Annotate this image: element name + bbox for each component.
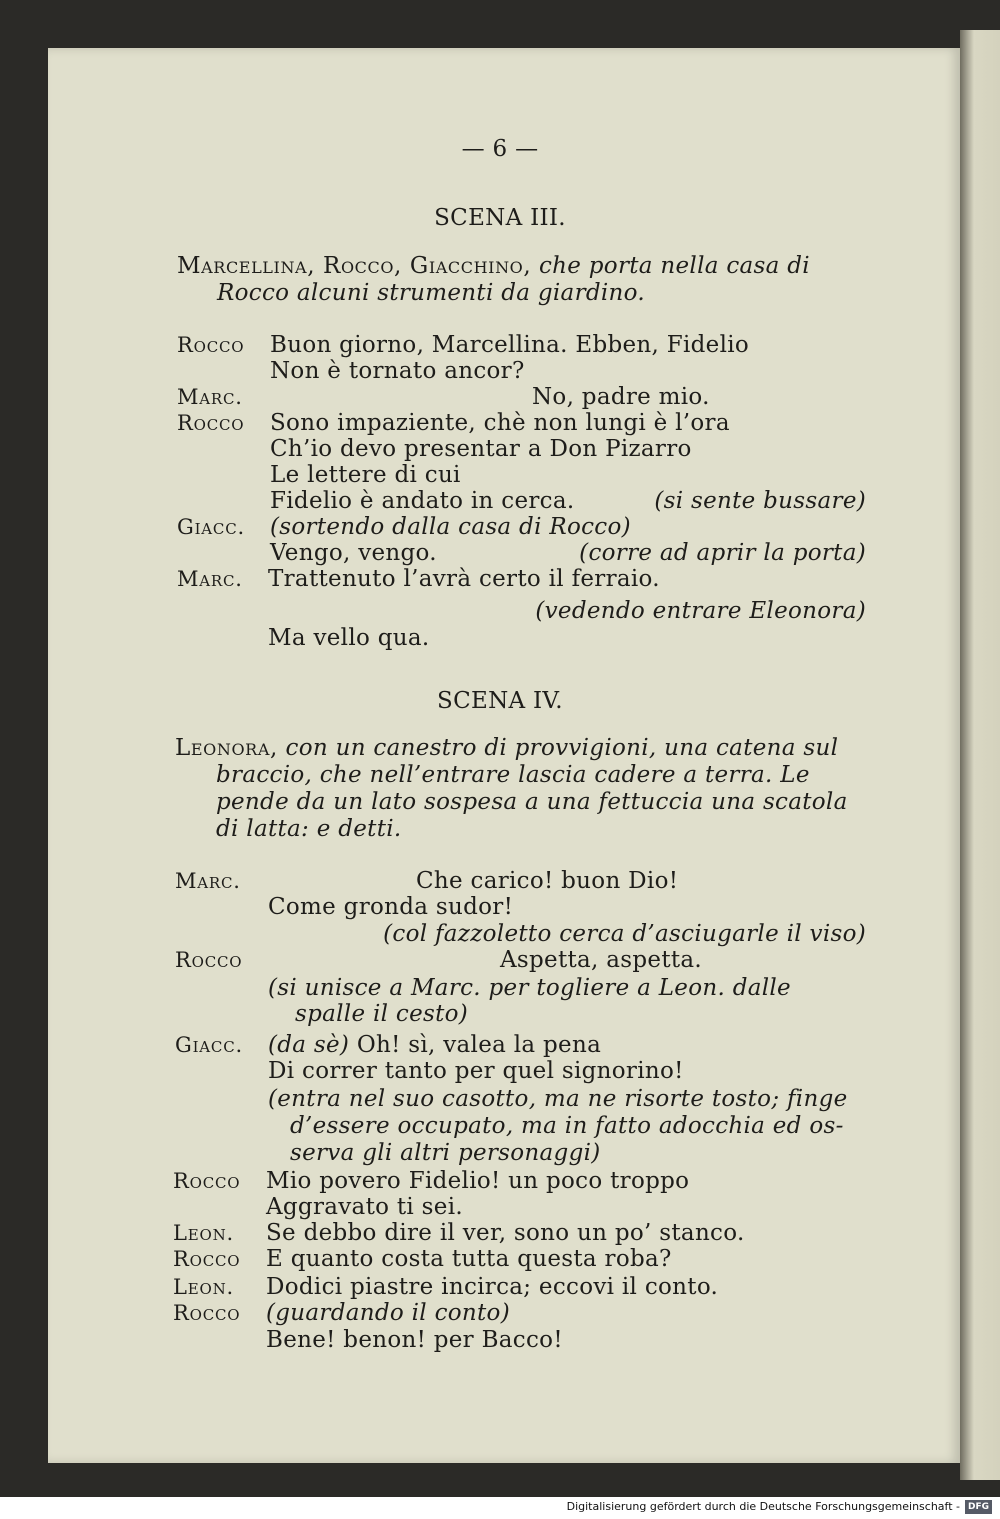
speaker-label: Giacc. xyxy=(175,1033,243,1057)
scene-heading: Leonora, con un canestro di provvigioni, una catena sul xyxy=(175,735,839,761)
speaker-label: Rocco xyxy=(173,1301,241,1325)
scene-heading-cont: di latta: e detti. xyxy=(216,816,402,842)
footer-credit: Digitalisierung gefördert durch die Deutsche Forschungsgemeinschaft - xyxy=(566,1500,960,1513)
dialogue-line: E quanto costa tutta questa roba? xyxy=(266,1246,672,1272)
stage-direction: serva gli altri personaggi) xyxy=(290,1140,601,1166)
scene-title: SCENA IV. xyxy=(437,688,563,714)
speaker-label: Rocco xyxy=(177,411,245,435)
dialogue-line: Se debbo dire il ver, sono un po’ stanco. xyxy=(266,1220,745,1246)
dialogue-line: Che carico! buon Dio! xyxy=(416,868,679,894)
dialogue-line: Ch’io devo presentar a Don Pizarro xyxy=(270,436,692,462)
speaker-label: Marc. xyxy=(177,567,243,591)
dialogue-line: Dodici piastre incirca; eccovi il conto. xyxy=(266,1274,719,1300)
dialogue-line: Bene! benon! per Bacco! xyxy=(266,1327,563,1353)
stage-direction: (si unisce a Marc. per togliere a Leon. dalle xyxy=(268,975,791,1001)
stage-direction: (sortendo dalla casa di Rocco) xyxy=(270,514,631,540)
page-number: — 6 — xyxy=(461,136,539,162)
scene-heading-cont: braccio, che nell’entrare lascia cadere a terra. Le xyxy=(216,762,810,788)
dialogue-line: Aggravato ti sei. xyxy=(266,1194,463,1220)
speaker-label: Rocco xyxy=(173,1169,241,1193)
stage-direction: (corre ad aprir la porta) xyxy=(579,540,866,566)
speaker-label: Rocco xyxy=(173,1247,241,1271)
speaker-label: Rocco xyxy=(175,948,243,972)
dialogue-line: (da sè) Oh! sì, valea la pena xyxy=(268,1032,602,1058)
scene-title: SCENA III. xyxy=(434,205,566,231)
dialogue-line: Ma vello qua. xyxy=(268,625,430,651)
dialogue-line: Sono impaziente, chè non lungi è l’ora xyxy=(270,410,730,436)
stage-direction: (guardando il conto) xyxy=(266,1300,510,1326)
dialogue-line: Aspetta, aspetta. xyxy=(500,947,703,973)
speaker-label: Marc. xyxy=(175,869,241,893)
speaker-label: Leon. xyxy=(173,1221,234,1245)
speaker-label: Leon. xyxy=(173,1275,234,1299)
speaker-label: Marc. xyxy=(177,385,243,409)
dfg-logo: DFG xyxy=(965,1500,992,1514)
dialogue-line: Di correr tanto per quel signorino! xyxy=(268,1058,684,1084)
dialogue-line: No, padre mio. xyxy=(532,384,710,410)
scene-heading-cont: Rocco alcuni strumenti da giardino. xyxy=(217,280,646,306)
stage-direction: (si sente bussare) xyxy=(654,488,866,514)
dialogue-line: Vengo, vengo. xyxy=(270,540,437,566)
dialogue-line: Buon giorno, Marcellina. Ebben, Fidelio xyxy=(270,332,750,358)
stage-direction: d’essere occupato, ma in fatto adocchia ed os- xyxy=(290,1113,844,1139)
dialogue-line: Non è tornato ancor? xyxy=(270,358,525,384)
stage-direction: (col fazzoletto cerca d’asciugarle il viso) xyxy=(383,921,866,947)
book-edge xyxy=(960,30,1000,1480)
dialogue-line: Fidelio è andato in cerca. xyxy=(270,488,575,514)
stage-direction: spalle il cesto) xyxy=(295,1001,469,1027)
scene-heading-cont: pende da un lato sospesa a una fettuccia una scatola xyxy=(216,789,848,815)
dialogue-line: Come gronda sudor! xyxy=(268,894,514,920)
scene-heading: Marcellina, Rocco, Giacchino, che porta nella casa di xyxy=(177,253,810,279)
stage-direction: (vedendo entrare Eleonora) xyxy=(535,598,866,624)
dialogue-line: Le lettere di cui xyxy=(270,462,461,488)
stage-direction: (entra nel suo casotto, ma ne risorte tosto; finge xyxy=(268,1086,848,1112)
speaker-label: Giacc. xyxy=(177,515,245,539)
dialogue-line: Trattenuto l’avrà certo il ferraio. xyxy=(268,566,660,592)
speaker-label: Rocco xyxy=(177,333,245,357)
dialogue-line: Mio povero Fidelio! un poco troppo xyxy=(266,1168,690,1194)
